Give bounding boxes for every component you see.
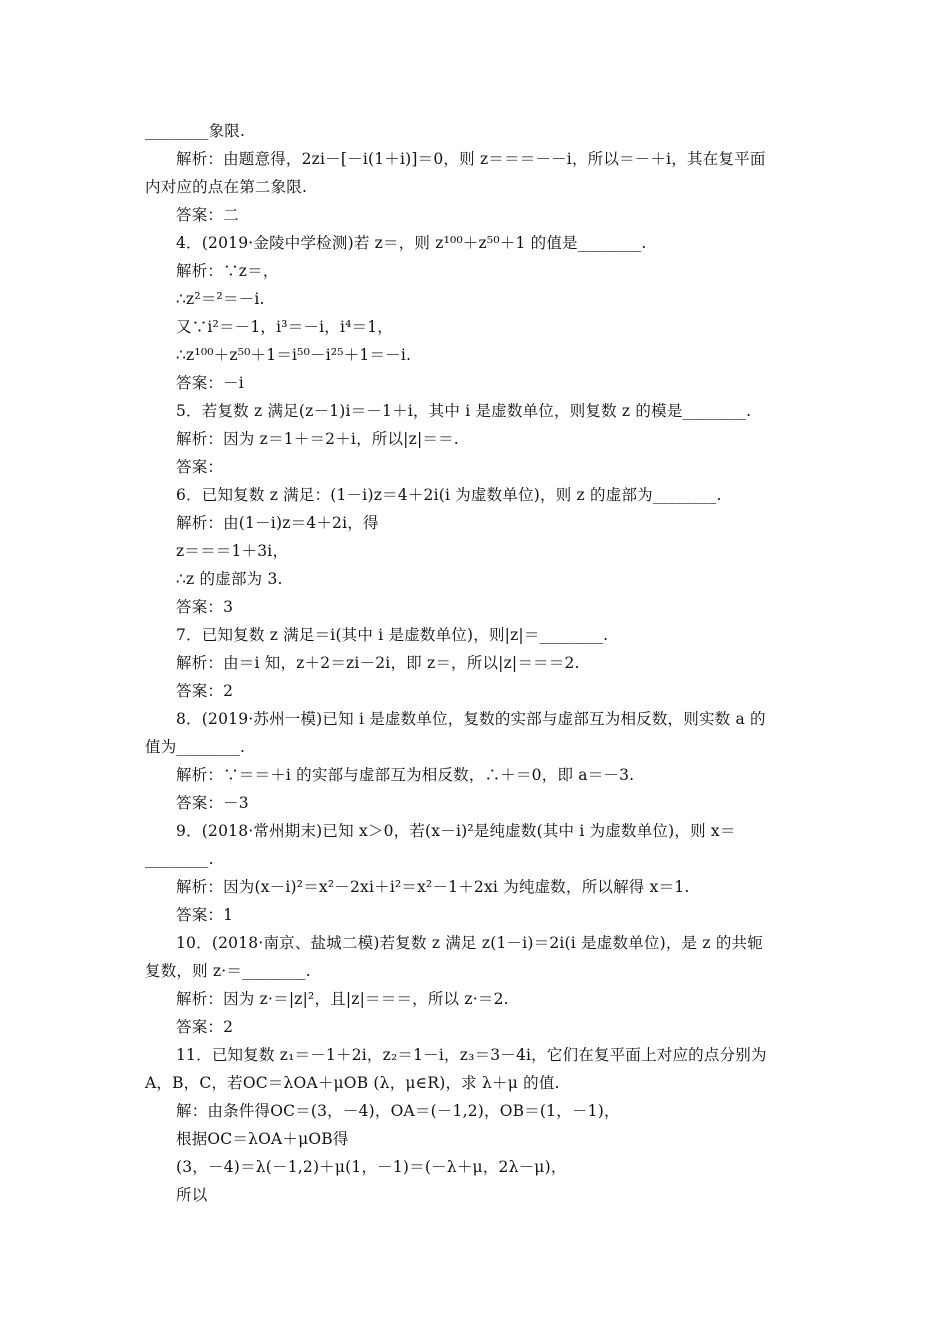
text-line: ________象限. — [145, 122, 246, 140]
text-line: 11．已知复数 z₁＝－1＋2i，z₂＝1－i，z₃＝3－4i，它们在复平面上对应的点分别为 — [176, 1046, 767, 1064]
text-line: 解析：因为 z·＝|z|²，且|z|＝＝＝，所以 z·＝2. — [176, 990, 509, 1008]
text-line: 答案：二 — [176, 206, 239, 224]
text-line: ∴z¹⁰⁰＋z⁵⁰＋1＝i⁵⁰－i²⁵＋1＝－i. — [176, 346, 412, 364]
text-line: 解析：因为(x－i)²＝x²－2xi＋i²＝x²－1＋2xi 为纯虚数，所以解得 x＝1. — [176, 878, 690, 896]
text-line: 答案： — [176, 458, 224, 476]
text-line: 答案：3 — [176, 598, 234, 616]
text-line: (3，－4)＝λ(－1,2)＋μ(1，－1)＝(－λ＋μ，2λ－μ)， — [176, 1158, 567, 1176]
text-line: 复数，则 z·＝________. — [145, 962, 311, 980]
text-line: 解析：∵z＝， — [176, 262, 279, 280]
text-line: 答案：－3 — [176, 794, 249, 812]
text-line: 根据OC＝λOA＋μOB得 — [176, 1130, 349, 1148]
text-line: 又∵i²＝－1，i³＝－i，i⁴＝1， — [176, 318, 393, 336]
text-line: 内对应的点在第二象限. — [145, 178, 308, 196]
text-line: 值为________. — [145, 738, 246, 756]
text-line: 10．(2018·南京、盐城二模)若复数 z 满足 z(1－i)＝2i(i 是虚数单位)，是 z 的共轭 — [176, 934, 763, 952]
text-line: ∴z 的虚部为 3. — [176, 570, 283, 588]
text-line: ∴z²＝²＝－i. — [176, 290, 265, 308]
text-line: ________. — [145, 850, 214, 868]
text-line: 4．(2019·金陵中学检测)若 z＝，则 z¹⁰⁰＋z⁵⁰＋1 的值是________. — [176, 234, 647, 252]
text-line: 解：由条件得OC＝(3，－4)，OA＝(－1,2)，OB＝(1，－1)， — [176, 1102, 620, 1120]
text-line: 8．(2019·苏州一模)已知 i 是虚数单位，复数的实部与虚部互为相反数，则实数 a 的 — [176, 710, 766, 728]
text-line: 解析：∵＝＝＋i 的实部与虚部互为相反数，∴＋＝0，即 a＝－3. — [176, 766, 635, 784]
text-line: 解析：由＝i 知，z＋2＝zi－2i，即 z＝，所以|z|＝＝＝2. — [176, 654, 580, 672]
text-line: 6．已知复数 z 满足：(1－i)z＝4＋2i(i 为虚数单位)，则 z 的虚部为________. — [176, 486, 722, 504]
text-line: 答案：1 — [176, 906, 234, 924]
text-line: 解析：因为 z＝1＋＝2＋i，所以|z|＝＝. — [176, 430, 459, 448]
text-line: 7．已知复数 z 满足＝i(其中 i 是虚数单位)，则|z|＝________. — [176, 626, 609, 644]
text-line: 解析：由(1－i)z＝4＋2i，得 — [176, 514, 379, 532]
text-line: 答案：2 — [176, 1018, 234, 1036]
text-line: 9．(2018·常州期末)已知 x＞0，若(x－i)²是纯虚数(其中 i 为虚数单位)，则 x＝ — [176, 822, 736, 840]
text-line: 所以 — [176, 1186, 208, 1204]
text-line: A，B，C，若OC＝λOA＋μOB (λ，μ∈R)，求 λ＋μ 的值. — [145, 1074, 560, 1092]
text-line: 答案：2 — [176, 682, 234, 700]
text-line: 解析：由题意得，2zi－[－i(1＋i)]＝0，则 z＝＝＝－－i，所以＝－＋i，其在复平面 — [176, 150, 766, 168]
text-line: 答案：－i — [176, 374, 244, 392]
text-line: 5．若复数 z 满足(z－1)i＝－1＋i，其中 i 是虚数单位，则复数 z 的模是________. — [176, 402, 752, 420]
text-line: z＝＝＝1＋3i， — [176, 542, 289, 560]
